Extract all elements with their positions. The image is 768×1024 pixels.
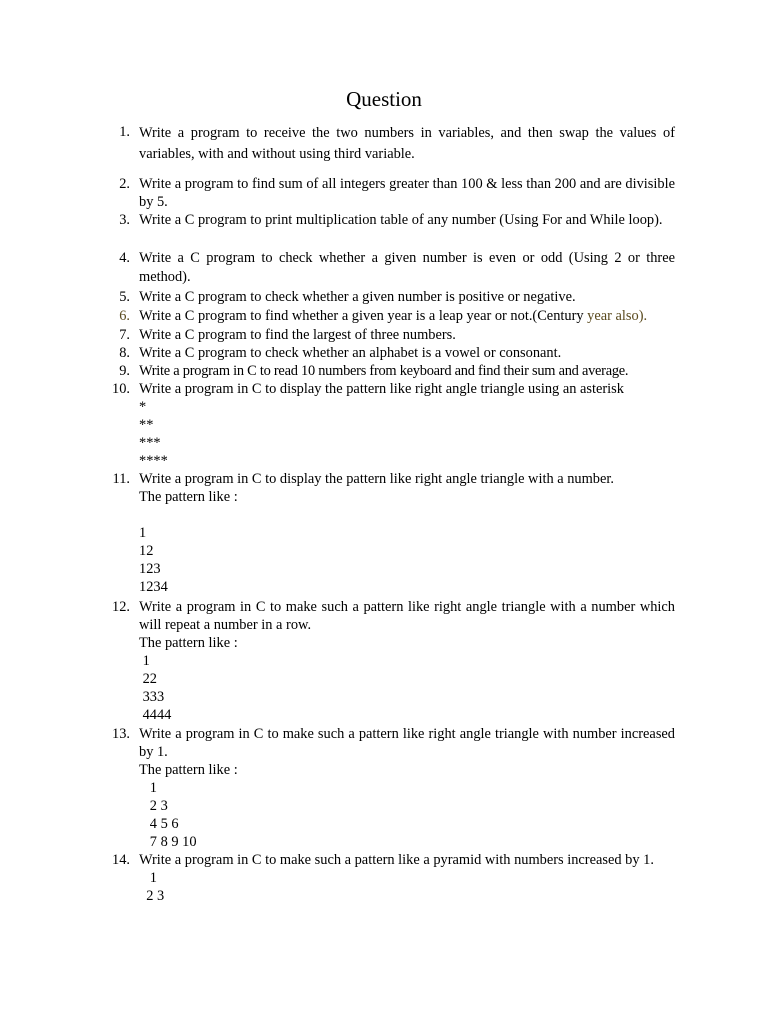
question-text-accent: year also). [587, 308, 648, 324]
pattern-line: 333 [139, 689, 165, 705]
pattern-line: 1 [139, 780, 157, 796]
pattern-line: 1234 [139, 579, 168, 595]
pattern-line: 2 3 [139, 888, 165, 904]
pattern-line: *** [139, 435, 161, 451]
question-text: Write a C program to find the largest of three numbers. [139, 327, 456, 343]
page-title: Question [346, 87, 422, 111]
pattern-label: The pattern like : [139, 762, 238, 778]
pattern-line: 2 3 [139, 798, 168, 814]
pattern-line: 123 [139, 561, 161, 577]
question-number: 5. [119, 289, 130, 305]
pattern-line: 1 [139, 653, 150, 669]
question-number: 4. [119, 250, 130, 266]
question-text: Write a C program to print multiplication table of any number (Using For and While loop). [139, 212, 663, 228]
question-text-line: Write a program in C to make such a pattern like right angle triangle with number increased by 1. [139, 726, 675, 760]
question-text [139, 851, 675, 905]
question-number: 2. [119, 176, 130, 192]
question-number: 7. [119, 327, 130, 343]
question-text: Write a program to receive the two numbers in variables, and then swap the values of variables, with and without using third variable. [139, 125, 675, 162]
question-text [139, 598, 675, 724]
pattern-line: 1 [139, 525, 147, 541]
pattern-line: 4444 [139, 707, 172, 723]
question-text-line: Write a program in C to display the pattern like right angle triangle with a number. [139, 471, 614, 487]
question-number: 3. [119, 212, 130, 228]
pattern-line: * [139, 399, 147, 415]
question-number: 9. [119, 363, 130, 379]
pattern-line: 22 [139, 671, 157, 687]
pattern-line: ** [139, 417, 154, 433]
question-text-line: Write a program in C to make such a pattern like right angle triangle with a number which will repeat a number in a row. [139, 599, 675, 633]
question-text [139, 725, 675, 851]
pattern-line: 12 [139, 543, 154, 559]
question-number: 11. [112, 471, 130, 487]
question-text-line: Write a program in C to make such a pattern like a pyramid with numbers increased by 1. [139, 852, 654, 868]
question-text [139, 380, 675, 470]
question-text: Write a program to find sum of all integers greater than 100 & less than 200 and are divisible by 5. [139, 176, 675, 210]
question-text-main: Write a C program to find whether a given year is a leap year or not.(Century [139, 308, 588, 324]
question-text: Write a C program to check whether a given number is positive or negative. [139, 289, 576, 305]
question-text: Write a program in C to read 10 numbers from keyboard and find their sum and average. [139, 363, 629, 379]
question-text: Write a C program to check whether a given number is even or odd (Using 2 or three method). [139, 250, 675, 285]
question-number: 14. [112, 852, 130, 868]
question-text-line: Write a program in C to display the pattern like right angle triangle using an asterisk [139, 381, 624, 397]
question-number: 12. [112, 599, 130, 615]
question-text: Write a C program to check whether an alphabet is a vowel or consonant. [139, 345, 562, 361]
question-text [139, 307, 675, 325]
question-number: 13. [112, 726, 130, 742]
pattern-label: The pattern like : [139, 635, 238, 651]
question-number: 6. [119, 308, 130, 324]
pattern-line: 4 5 6 [139, 816, 179, 832]
pattern-line: **** [139, 453, 168, 469]
pattern-label: The pattern like : [139, 489, 238, 505]
question-number: 10. [112, 381, 130, 397]
pattern-line: 1 [139, 870, 157, 886]
question-number: 1. [119, 124, 130, 140]
pattern-line: 7 8 9 10 [139, 834, 197, 850]
question-text [139, 470, 675, 596]
question-number: 8. [119, 345, 130, 361]
